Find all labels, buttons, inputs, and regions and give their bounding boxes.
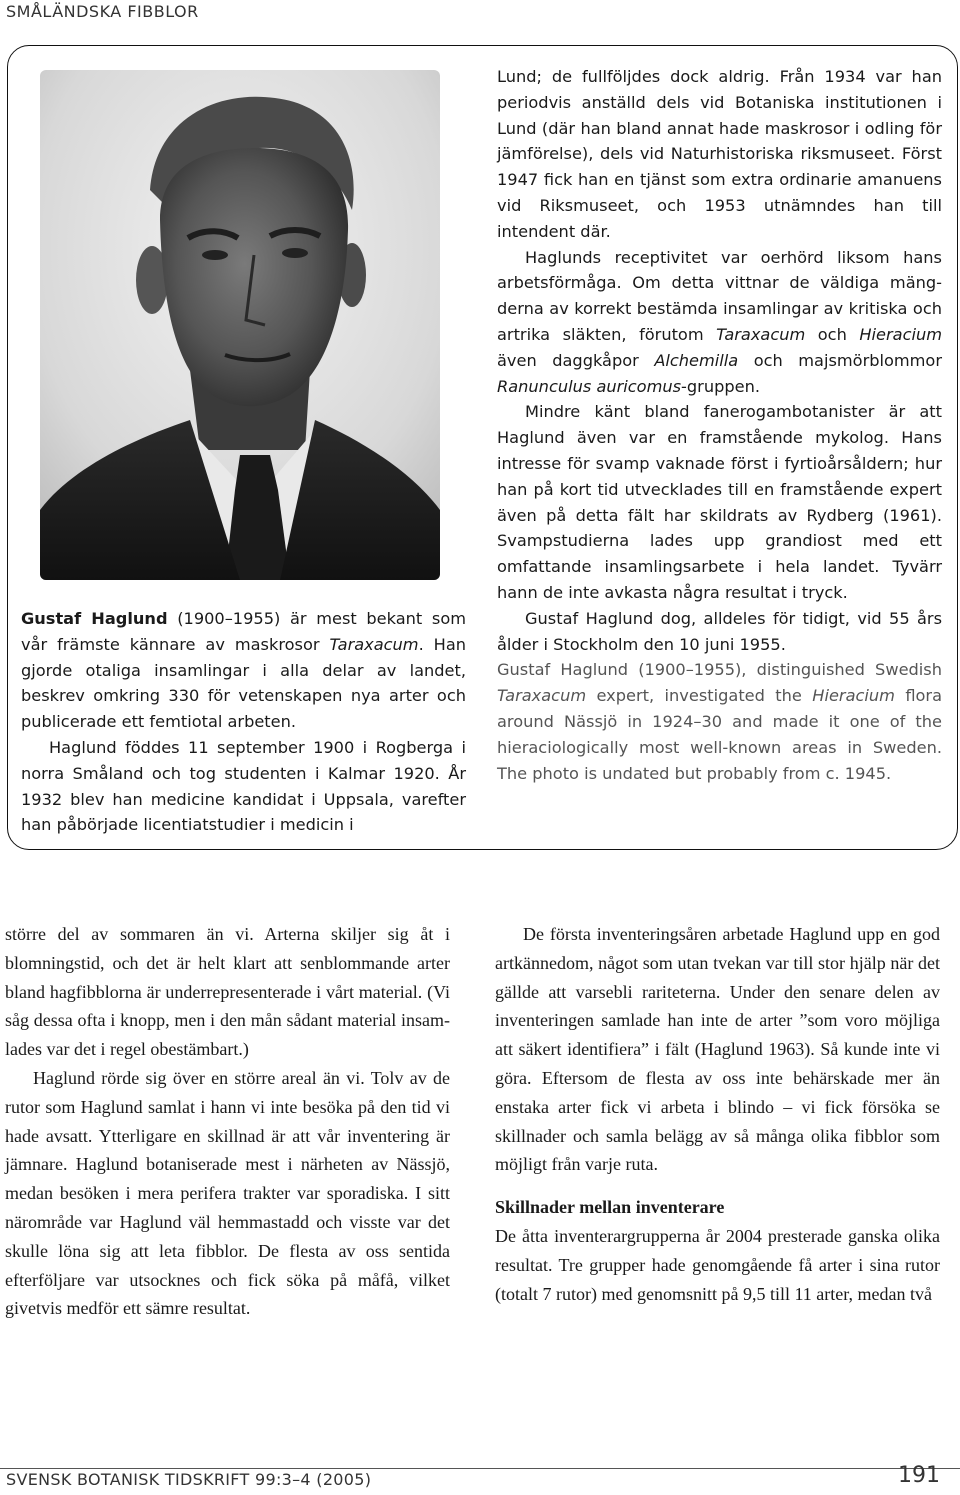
page-number: 191 xyxy=(898,1463,940,1488)
portrait-photo xyxy=(40,70,440,580)
body-column-right xyxy=(495,920,940,1308)
section-heading: Skillnader mellan inventerare xyxy=(495,1197,725,1218)
caption-left-paragraph-2: Haglund föddes 11 september 1900 i Rogberga i norra Småland och tog studenten i Kalmar 1920. År 1932 blev han medicine kandidat i Uppsala, varefter han påbörjade licentiatstudier i medicin i xyxy=(21,737,466,835)
caption-name: Gustaf Haglund xyxy=(21,609,168,628)
running-head: SMÅLÄNDSKA FIBBLOR xyxy=(6,2,199,21)
caption-right-paragraph-4: Gustaf Haglund dog, alldeles för tidigt, vid 55 års ålder i Stockholm den 10 juni 1955. xyxy=(497,608,942,654)
body-column-left xyxy=(5,920,450,1323)
body-right-paragraph-2: De åtta inventerargrupperna år 2004 presterade ganska olika resultat. Tre grupper hade genomgående få arter i sina rutor (totalt 7 rutor) med genomsnitt på 9,5 till 11 arter, medan två xyxy=(495,1225,940,1304)
caption-right-paragraph-3: Mindre känt bland fanerogambotanister är att Haglund även var en framstående mykolog. Hans intresse för svamp vaknade först i fyrtioårsåldern; hur han på kort tid utvecklades till en framstående expert även på detta fält har skildrats av Rydberg (1961). Svampstudierna lades upp grandiost med ett omfattande insamlingsarbete i hela landet. Tyvärr hann de inte avkasta några resultat i tryck. xyxy=(497,402,942,602)
journal-footer: SVENSK BOTANISK TIDSKRIFT 99:3–4 (2005) xyxy=(6,1470,372,1489)
caption-left xyxy=(21,606,466,838)
caption-english-summary: Gustaf Haglund (1900–1955), distinguished Swedish Taraxacum expert, investigated the Hieracium flora around Nässjö in 1924–30 and made it one of the hieraciologically most well-known areas in Sweden. The photo is undated but probably from c. 1945. xyxy=(497,660,942,783)
caption-left-paragraph-1: Gustaf Haglund (1900–1955) är mest bekant som vår främste kännare av maskrosor Taraxacum. Han gjorde otaliga insamlingar i alla delar av landet, beskrev omkring 330 för vetenskapen nya arter och publicerade ett femtiotal arbeten. xyxy=(21,609,466,732)
caption-right-paragraph-1: Lund; de fullföljdes dock aldrig. Från 1934 var han periodvis anställd dels vid Botaniska institutionen i Lund (där han bland annat hade maskrosor i odling för jämförelse), dels vid Naturhistoriska riksmuseet. Först 1947 fick han en tjänst som extra ordinarie amanuens vid Riksmuseet, och 1953 utnämndes han till intendent där. xyxy=(497,67,942,241)
body-right-paragraph-1: De första inventeringsåren arbetade Haglund upp en god artkännedom, något som utan tvekan var till stor hjälp när det gällde att varsebli rariteterna. Under den senare delen av inventeringen samlade han inte de arter ”som voro möjliga att säkert identifiera” i fält (Haglund 1963). Så kunde inte vi göra. Eftersom de flesta av oss inte behärskade mer än enstaka arter fick vi arbeta i blindo – vi fick försöka se skillnader och samla belägg av så många olika fibblor som möjligt från varje ruta. xyxy=(495,924,940,1175)
portrait-image xyxy=(40,70,440,580)
footer-rule xyxy=(0,1468,960,1469)
caption-right xyxy=(497,64,942,786)
body-left-paragraph-2: Haglund rörde sig över en större areal än vi. Tolv av de rutor som Haglund samlat i hann vi inte besöka på den tid vi hade avsatt. Ytterligare en skillnad är att vår inventering är jämnare. Haglund botaniserade mest i närheten av Nässjö, medan besöken i mera perifera trakter var sporadiska. I sitt närområde var Haglund väl hemmastadd och visste var det skulle löna sig att leta fibblor. De flesta av oss sentida efterföljare var utsocknes och fick söka på måfå, vilket givetvis medför ett sämre resultat. xyxy=(5,1067,450,1319)
body-left-paragraph-1: större del av sommaren än vi. Arterna skiljer sig åt i blomningstid, och det är helt klart att senblommande arter bland hagfibblorna är underrepresenterade i vårt material. (Vi såg dessa ofta i knopp, men i den mån sådant material insamlades var det i regel obestämbart.) xyxy=(5,924,450,1060)
caption-right-paragraph-2: Haglunds receptivitet var oerhörd liksom hans arbetsförmåga. Om detta vittnar de väldiga mängderna av korrekt bestämda insamlingar av kritiska och artrika släkten, förutom Taraxacum och Hieracium även daggkåpor Alchemilla och majsmörblommor Ranunculus auricomus-gruppen. xyxy=(497,247,943,396)
